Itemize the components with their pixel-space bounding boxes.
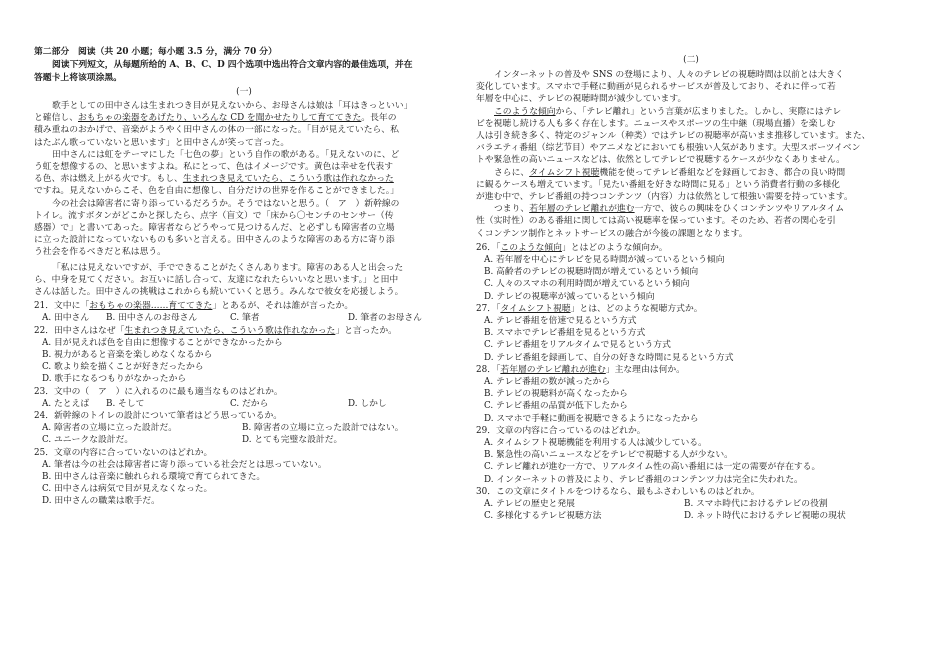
answer-option: D. 田中さんの職業は歌手だ。	[42, 496, 160, 507]
question-27-stem-segment: 27．「	[476, 303, 501, 314]
paragraph-line	[34, 234, 395, 246]
paragraph-line	[476, 203, 844, 215]
paragraph-line-segment: 性（实时性）のある番組に関しては高い視聴率を保っています。そのため、若者の関心を引	[476, 216, 836, 227]
paragraph-line-segment: 。長年の	[361, 113, 397, 124]
paragraph-line-segment: 年層を中心に、テレビの視聴時間が減少しています。	[476, 94, 687, 105]
question-21-stem	[34, 300, 353, 312]
answer-option: A. テレビ番組の数が減ったから	[484, 377, 611, 387]
paragraph-line-segment: トイレ。流すボタンがどこかと探したら、点字（盲文）で「床から〇センチのセンサー（传	[34, 210, 394, 221]
question-24-stem: 24．新幹線のトイレの設計について筆者はどう思っているか。	[34, 411, 283, 421]
paragraph-line-segment: と確信し、	[34, 113, 78, 124]
answer-option: A. テレビの歴史と発展	[484, 499, 575, 509]
answer-option: B. テレビの視聴料が高くなったから	[484, 389, 628, 400]
passage-label: (二)	[683, 55, 699, 65]
answer-option: A. たとえば	[42, 398, 90, 409]
question-30-stem: 30．この文章にタイトルをつけるなら、最もふさわしいものはどれか。	[476, 486, 760, 497]
paragraph-line	[34, 137, 289, 149]
paragraph-line-segment: バラエティ番組（综艺节目）やアニメなどにおいても根強い人気があります。大型スポーツイベン	[476, 143, 861, 154]
paragraph-line	[476, 191, 853, 203]
paragraph-line	[34, 149, 399, 161]
section-title: 第二部分 阅读（共 20 小题；每小题 3.5 分，满分 70 分）	[34, 47, 277, 57]
paragraph-line	[34, 198, 399, 210]
answer-option: B. スマホでテレビ番組を見るという方式	[484, 328, 646, 339]
paragraph-line-segment: インターネットの普及や SNS の登場により、人々のテレビの視聴時間は以前とは大きく	[494, 70, 844, 80]
answer-option: C. 田中さんは病気で目が見えなくなった。	[42, 484, 213, 495]
paragraph-line-segment: 歌手としての田中さんは生まれつき目が見えないから、お母さんは娘は「耳はきっといい」	[52, 101, 413, 111]
paragraph-line-segment: 機能を使ってテレビ番組などを録画しておき、都合の良い時間	[599, 167, 846, 178]
answer-option: C. テレビ番組の品質が低下したから	[484, 401, 628, 412]
paragraph-line	[34, 222, 395, 234]
paragraph-line	[476, 93, 686, 105]
paragraph-line-segment: タイムシフト視聴	[529, 167, 600, 178]
question-28-stem-segment: 28．「	[476, 364, 501, 375]
paragraph-line-segment: 「私には見えないですが、手でできることがたくさんあります。障害のある人と出会った	[52, 262, 404, 273]
paragraph-line	[34, 286, 403, 298]
paragraph-line	[34, 124, 399, 136]
paragraph-line	[476, 167, 845, 179]
paragraph-line-segment: このような傾向	[494, 106, 556, 117]
question-22-stem-segment: 生まれつき見えていたら、こういう歌は作れなかった	[124, 325, 336, 336]
question-26-stem-segment: 」とはどのような傾向か。	[561, 242, 668, 253]
paragraph-line-segment: 積み重ねのおかげで、音楽がようやく田中さんの体の一部になった。「目が見えていたら、私	[34, 125, 399, 136]
paragraph-line-segment: う社会を作るべきだと私は思う。	[34, 247, 166, 258]
paragraph-line-segment: に観るケースも増えています。「見たい番組を好きな時間に見る」という消費者行動の多様化	[476, 179, 840, 190]
answer-option: A. 若年層を中心にテレビを見る時間が減っているという傾向	[484, 255, 725, 265]
paragraph-line	[476, 130, 870, 142]
paragraph-line	[34, 185, 399, 197]
answer-option: A. タイムシフト視聴機能を利用する人は減少している。	[484, 438, 707, 448]
paragraph-line-segment: 今の社会は障害者に寄り添っているだろうか。そうではないと思う。（ ア ）新幹線の	[52, 198, 400, 209]
answer-option: D. テレビ番組を録画して、自分の好きな時間に見るという方式	[484, 352, 734, 363]
answer-option: C. テレビ番組をリアルタイムで見るという方式	[484, 340, 671, 351]
question-27-stem-segment: 」とは、どのような視聴方式か。	[570, 303, 703, 314]
answer-option: C. 多様化するテレビ視聴方法	[484, 511, 602, 522]
paragraph-line-segment: から、「テレビ離れ」という言葉が広まりました。しかし、実際にはテレ	[555, 106, 842, 117]
paragraph-line-segment: 一方で、彼らの興味をひくコンテンツやリアルタイム	[634, 204, 845, 215]
answer-option: D. しかし	[348, 398, 387, 409]
paragraph-line-segment: ですね。見えないからこそ、色を自由に想像し、自分だけの世界を作ることができました。」	[34, 186, 399, 197]
paragraph-line-segment: が進む中で、テレビ番組の持つコンテンツ（内容）力は依然として根強い需要を持っています。	[476, 192, 853, 202]
passage-label: (一)	[236, 87, 252, 97]
answer-option: D. ネット時代におけるテレビ視聴の現状	[684, 511, 846, 522]
question-28-stem-segment: 」主な理由は何か。	[605, 364, 685, 375]
paragraph-line-segment: 若年層のテレビ離れが進む	[529, 204, 635, 215]
paragraph-line-segment: くコンテンツ制作とネットサービスの融合が今後の課題となります。	[476, 228, 748, 239]
answer-option: A. 障害者の立場に立った設計だ。	[42, 423, 178, 434]
answer-option: D. スマホで手軽に動画を視聴できるようになったから	[484, 413, 699, 424]
answer-option: B. スマホ時代におけるテレビの役割	[684, 499, 828, 509]
question-23-stem: 23．文中の（ ア ）に入れるのに最も適当なものはどれか。	[34, 386, 283, 397]
paragraph-line	[34, 210, 394, 222]
question-28-stem-segment: 若年層のテレビ離れが進む	[500, 364, 606, 375]
answer-option: D. インターネットの普及により、テレビ番組のコンテンツ力は完全に失われた。	[484, 474, 803, 485]
paragraph-line-segment: トや緊急性の高いニュースなどは、依然としてテレビで視聴するケースが少なくありません。	[476, 155, 845, 166]
paragraph-line-segment: つまり、	[494, 204, 530, 215]
answer-option: C. 人々のスマホの利用時間が増えているという傾向	[484, 279, 690, 290]
question-27-stem-segment: タイムシフト視聴	[500, 303, 571, 314]
paragraph-line	[476, 154, 845, 166]
paragraph-line-segment: ビを視聴し続ける人も多く存在します。ニュースやスポーツの生中継（現場直播）を楽しむ	[476, 118, 836, 129]
question-26-stem-segment: 26．「	[476, 242, 501, 253]
paragraph-line-segment: 田中さんには虹をテーマにした「七色の夢」という自作の歌がある。「見えないのに、ど	[52, 149, 400, 160]
question-25-stem: 25．文章の内容に合っていないのはどれか。	[34, 447, 213, 458]
paragraph-line-segment: に立った設計になっていないものも多いと言える。田中さんのような障害のある方に寄り添	[34, 235, 395, 246]
answer-option: D. 筆者のお母さん	[348, 313, 422, 324]
answer-option: D. テレビの視聴率が減っているという傾向	[484, 291, 655, 302]
answer-option: B. 高齢者のテレビの視聴時間が増えているという傾向	[484, 267, 699, 278]
paragraph-line	[476, 228, 748, 240]
answer-option: C. だから	[230, 398, 269, 409]
paragraph-line-segment: おもちゃの楽器をあげたり、いろんな CD を聞かせたりして育ててきた	[78, 113, 362, 124]
answer-option: A. 田中さん	[42, 313, 90, 324]
paragraph-line	[34, 173, 394, 185]
paragraph-line-segment: はたぶん歌っていないと思います」と田中さんが笑って言った。	[34, 137, 290, 148]
answer-option: B. 緊急性の高いニュースなどをテレビで視聴する人が少ない。	[484, 450, 733, 461]
paragraph-line	[476, 69, 844, 81]
paragraph-line-segment: さんは話した。田中さんの挑戦はこれからも続いていくと思う。みんなで彼女を応援しよう。	[34, 287, 404, 297]
paragraph-line	[476, 142, 860, 154]
answer-option: B. 視力があると音楽を楽しめなくなるから	[42, 350, 213, 360]
answer-option: B. 障害者の立場に立った設計ではない。	[242, 423, 404, 434]
paragraph-line	[476, 106, 841, 118]
question-29-stem: 29．文章の内容に合っているのはどれか。	[476, 425, 646, 436]
paragraph-line-segment: 感器）で」と書いてあった。障害者ならどうやって見つけるんだ、と必ずしも障害者の立場	[34, 223, 395, 233]
answer-option: D. 歌手になるつもりがなかったから	[42, 374, 187, 385]
question-21-stem-segment: 21．文中に「	[34, 301, 90, 312]
answer-option: B. 田中さんのお母さん	[106, 313, 198, 324]
paragraph-line	[34, 161, 393, 173]
paragraph-line	[34, 112, 397, 124]
answer-option: C. テレビ離れが進む一方で、リアルタイム性の高い番組には一定の需要が存在する。	[484, 462, 821, 473]
paragraph-line-segment: さらに、	[494, 167, 530, 178]
question-21-stem-segment: おもちゃの楽器……育ててきた	[89, 301, 213, 312]
answer-option: C. 歌より絵を描くことが好きだったから	[42, 362, 204, 373]
paragraph-line	[34, 262, 403, 274]
answer-option: D. とても完璧な設計だ。	[242, 435, 343, 446]
paragraph-line	[476, 215, 836, 227]
paragraph-line-segment: 変化しています。スマホで手軽に動画が見られるサービスが普及しており、それに伴って若	[476, 82, 836, 93]
answer-option: A. 目が見えれば色を自由に想像することができなかったから	[42, 337, 283, 348]
paragraph-line-segment: る色、赤は燃え上がる火です。もし、	[34, 174, 183, 185]
question-28-stem	[476, 364, 685, 376]
answer-option: A. テレビ番組を倍速で見るという方式	[484, 316, 637, 326]
answer-option: C. ユニークな設計だ。	[42, 435, 134, 446]
paragraph-line-segment: 人は引き続き多く、特定のジャンル（种类）ではテレビの視聴率が高いまま推移しています。また、	[476, 131, 871, 141]
instructions: 阅读下列短文，从每题所给的 A、B、C、D 四个选项中选出符合文章内容的最佳选项，并在	[52, 60, 413, 70]
question-26-stem	[476, 242, 668, 254]
question-26-stem-segment: このような傾向	[500, 242, 562, 253]
paragraph-line-segment: う虹を想像するの、と思いますよね。私にとって、色はイメージです。黄色は幸せを代表す	[34, 162, 394, 172]
instructions: 答题卡上将该项涂黑。	[34, 73, 122, 83]
paragraph-line	[34, 100, 413, 112]
paragraph-line	[476, 179, 840, 191]
paragraph-line	[34, 246, 166, 258]
question-22-stem-segment: 」と言ったか。	[335, 325, 397, 336]
question-22-stem-segment: 22．田中さんはなぜ「	[34, 325, 125, 336]
question-27-stem	[476, 303, 703, 315]
answer-option: B. そして	[106, 398, 145, 409]
question-21-stem-segment: 」とあるが、それは誰が言ったか。	[212, 301, 354, 312]
answer-option: B. 田中さんは音楽に触れられる環境で育てられてきた。	[42, 472, 266, 482]
answer-option: C. 筆者	[230, 313, 260, 324]
answer-option: A. 筆者は今の社会は障害者に寄り添っている社会だとは思っていない。	[42, 459, 327, 470]
paragraph-line	[34, 274, 398, 286]
paragraph-line-segment: ら、中身を見てください。お互いに話し合って、友達になれたらいいなと思います。」と田中	[34, 274, 399, 285]
question-22-stem	[34, 325, 397, 337]
paragraph-line-segment: 生まれつき見えていたら、こういう歌は作れなかった	[182, 174, 394, 185]
paragraph-line	[476, 81, 836, 93]
paragraph-line	[476, 118, 835, 130]
